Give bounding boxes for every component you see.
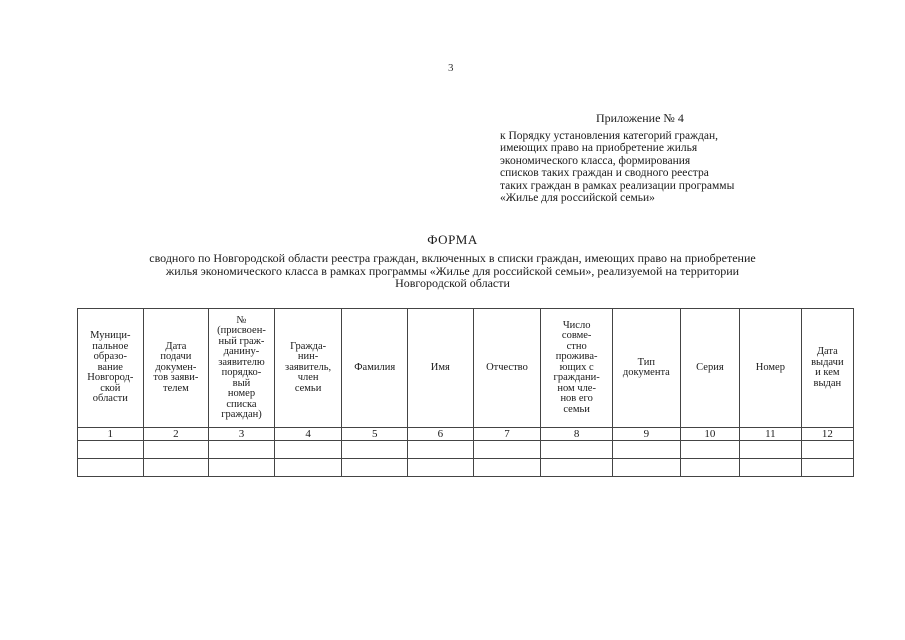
column-number: 5: [342, 428, 408, 441]
form-title: ФОРМА: [427, 232, 478, 247]
appendix-line: списков таких граждан и сводного реестра: [500, 167, 709, 179]
column-header: Число совме- стно прожива- ющих с граждани- ном чле- нов его семьи: [541, 309, 613, 428]
column-header: Отчество: [473, 309, 541, 428]
table-cell: [342, 441, 408, 459]
column-number: 9: [613, 428, 681, 441]
form-subtitle-line: сводного по Новгородской области реестра граждан, включенных в списки граждан, имеющих право на приобретение: [149, 251, 756, 265]
column-number: 11: [740, 428, 802, 441]
column-number: 4: [274, 428, 342, 441]
column-header: Фамилия: [342, 309, 408, 428]
column-number: 6: [408, 428, 474, 441]
column-number: 7: [473, 428, 541, 441]
table-cell: [613, 459, 681, 477]
form-subtitle: [80, 252, 825, 290]
table-cell: [408, 441, 474, 459]
table-cell: [801, 459, 853, 477]
column-number: 12: [801, 428, 853, 441]
table-cell: [408, 459, 474, 477]
column-header: № (присвоен- ный граж- данину- заявителю порядко- вый номер списка граждан): [209, 309, 275, 428]
column-header: Муници- пальное образо- вание Новгород- ской области: [78, 309, 144, 428]
column-number: 1: [78, 428, 144, 441]
column-header: Дата подачи докумен- тов заяви- телем: [143, 309, 209, 428]
table-cell: [541, 459, 613, 477]
column-number-row: [78, 428, 854, 441]
appendix-line: «Жилье для российской семьи»: [500, 192, 655, 204]
form-subtitle-line: Новгородской области: [395, 276, 510, 290]
page-number: 3: [448, 62, 454, 74]
column-number: 2: [143, 428, 209, 441]
form-subtitle-line: жилья экономического класса в рамках программы «Жилье для российской семьи», реализуемой на территории: [165, 263, 740, 278]
appendix-title: Приложение № 4: [596, 111, 684, 125]
appendix-block: [500, 112, 800, 205]
column-header: Гражда- нин- заявитель, член семьи: [274, 309, 342, 428]
table-cell: [680, 441, 739, 459]
table-cell: [740, 441, 802, 459]
table-cell: [78, 441, 144, 459]
table-cell: [143, 459, 209, 477]
table-cell: [143, 441, 209, 459]
column-header: Дата выдачи и кем выдан: [801, 309, 853, 428]
appendix-line: экономического класса, формирования: [500, 154, 691, 167]
table-cell: [613, 441, 681, 459]
table-cell: [541, 441, 613, 459]
appendix-line: к Порядку установления категорий граждан,: [500, 129, 719, 142]
column-header: Серия: [680, 309, 739, 428]
appendix-line: имеющих право на приобретение жилья: [500, 142, 698, 154]
table-cell: [740, 459, 802, 477]
table-row: [78, 441, 854, 459]
table-row: [78, 459, 854, 477]
appendix-line: таких граждан в рамках реализации программы: [500, 179, 735, 192]
table-cell: [78, 459, 144, 477]
registry-table: [77, 308, 854, 477]
column-header: Номер: [740, 309, 802, 428]
table-cell: [473, 441, 541, 459]
table-header-row: [78, 309, 854, 428]
table-cell: [274, 441, 342, 459]
column-number: 10: [680, 428, 739, 441]
table-cell: [342, 459, 408, 477]
column-number: 3: [209, 428, 275, 441]
table-cell: [274, 459, 342, 477]
table-cell: [209, 459, 275, 477]
column-number: 8: [541, 428, 613, 441]
column-header: Тип документа: [613, 309, 681, 428]
table-cell: [473, 459, 541, 477]
table-cell: [801, 441, 853, 459]
column-header: Имя: [408, 309, 474, 428]
table-cell: [209, 441, 275, 459]
table-cell: [680, 459, 739, 477]
